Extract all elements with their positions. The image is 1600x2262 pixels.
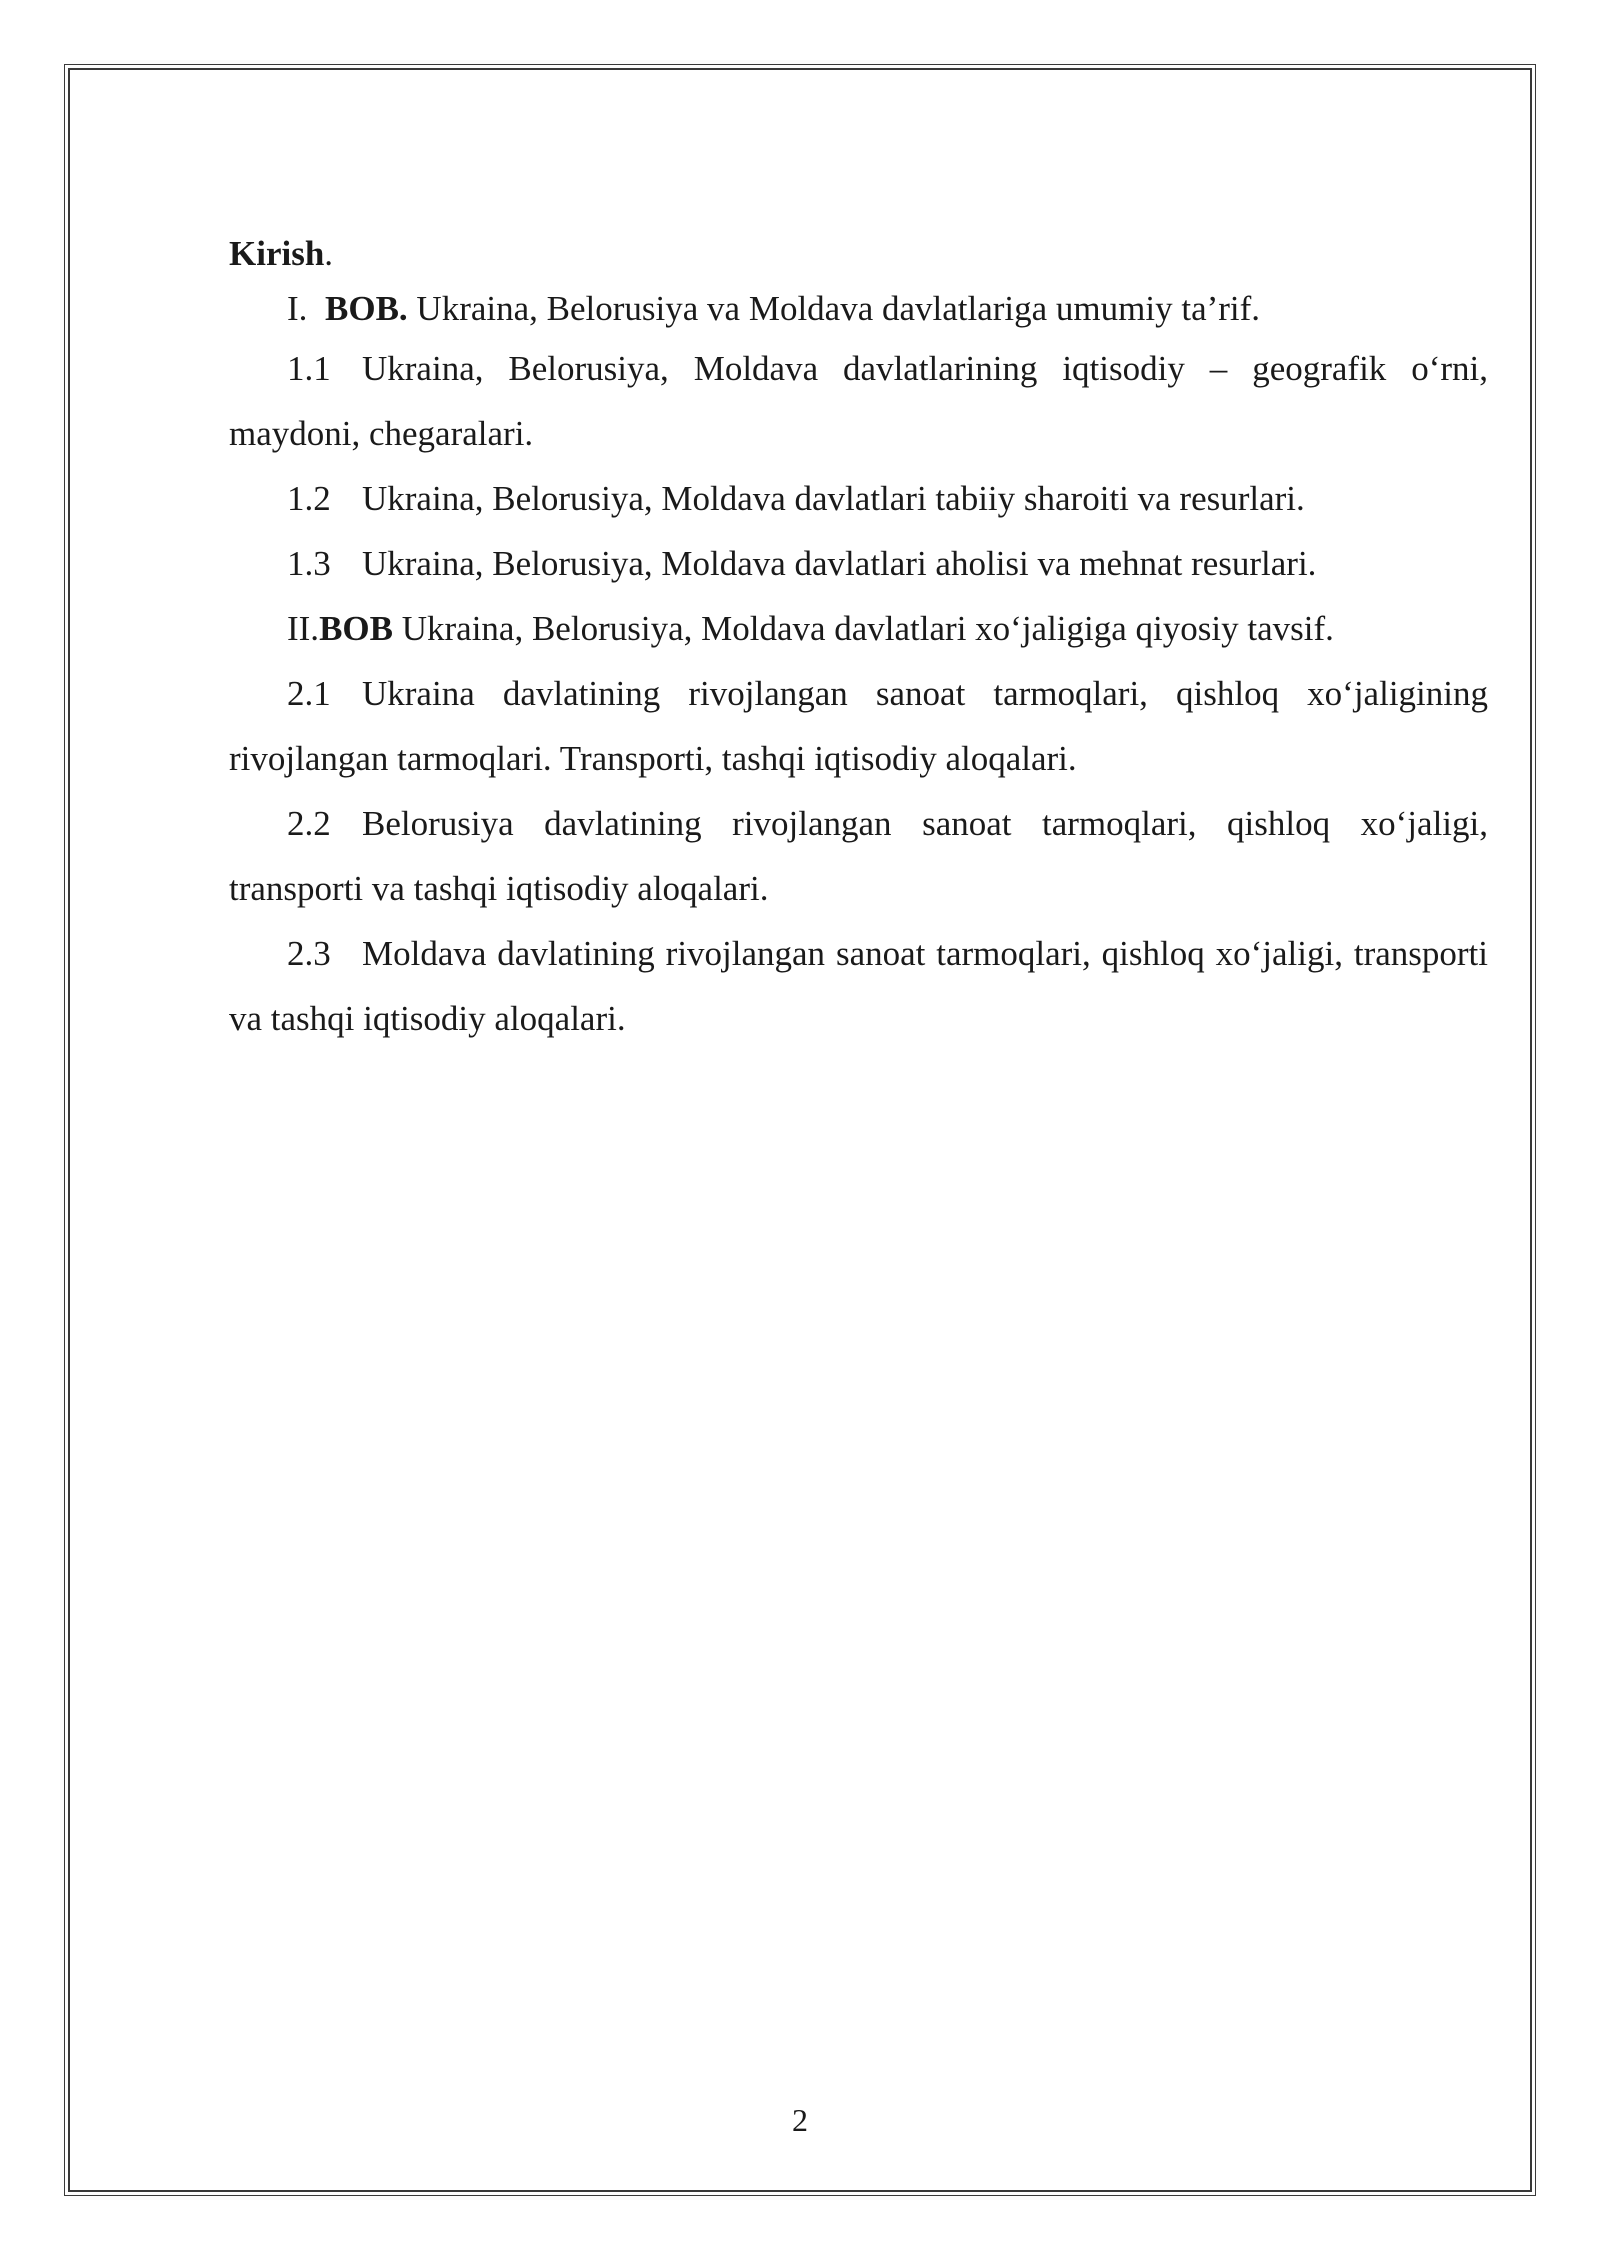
toc-item-number: 1.3 — [287, 544, 331, 583]
toc-heading — [229, 226, 1488, 281]
toc-item-2-3 — [229, 921, 1488, 1051]
toc-item-number: 1.2 — [287, 479, 331, 518]
page-number: 2 — [792, 2102, 808, 2138]
toc-item-number: 2.1 — [287, 674, 331, 713]
toc-item-number: 1.1 — [287, 349, 331, 388]
toc-item-2-1 — [229, 661, 1488, 791]
toc-item-number: I. — [287, 289, 308, 328]
toc-item-2-2 — [229, 791, 1488, 921]
toc-item-text: Ukraina, Belorusiya, Moldava davlatlarining iqtisodiy – geografik o‘rni, maydoni, chegaralari. — [229, 349, 1488, 453]
toc-item-1-3 — [229, 531, 1488, 596]
toc-item-text: Ukraina, Belorusiya, Moldava davlatlari aholisi va mehnat resurlari. — [362, 544, 1317, 583]
table-of-contents — [229, 226, 1488, 1051]
toc-item-chapter-2 — [229, 596, 1488, 661]
toc-item-text: Ukraina, Belorusiya, Moldava davlatlari xo‘jaligiga qiyosiy tavsif. — [401, 609, 1334, 648]
toc-item-bold: BOB. — [325, 289, 408, 328]
toc-item-bold: BOB — [319, 609, 393, 648]
toc-item-1-2 — [229, 466, 1488, 531]
toc-heading-bold: Kirish — [229, 234, 325, 273]
toc-item-text: Ukraina, Belorusiya, Moldava davlatlari tabiiy sharoiti va resurlari. — [362, 479, 1305, 518]
toc-item-number: 2.3 — [287, 934, 331, 973]
toc-item-1-1 — [229, 336, 1488, 466]
toc-item-text: Moldava davlatining rivojlangan sanoat tarmoqlari, qishloq xo‘jaligi, transporti va tashqi iqtisodiy aloqalari. — [229, 934, 1488, 1038]
toc-item-text: Belorusiya davlatining rivojlangan sanoat tarmoqlari, qishloq xo‘jaligi, transporti va tashqi iqtisodiy aloqalari. — [229, 804, 1488, 908]
toc-heading-punct: . — [324, 234, 334, 273]
toc-item-text: Ukraina davlatining rivojlangan sanoat tarmoqlari, qishloq xo‘jaligining rivojlangan tarmoqlari. Transporti, tashqi iqtisodiy aloqalari. — [229, 674, 1488, 778]
toc-item-text: Ukraina, Belorusiya va Moldava davlatlariga umumiy ta’rif. — [416, 289, 1261, 328]
toc-item-number: 2.2 — [287, 804, 331, 843]
toc-item-number: II. — [287, 609, 320, 648]
toc-item-chapter-1 — [229, 281, 1488, 336]
